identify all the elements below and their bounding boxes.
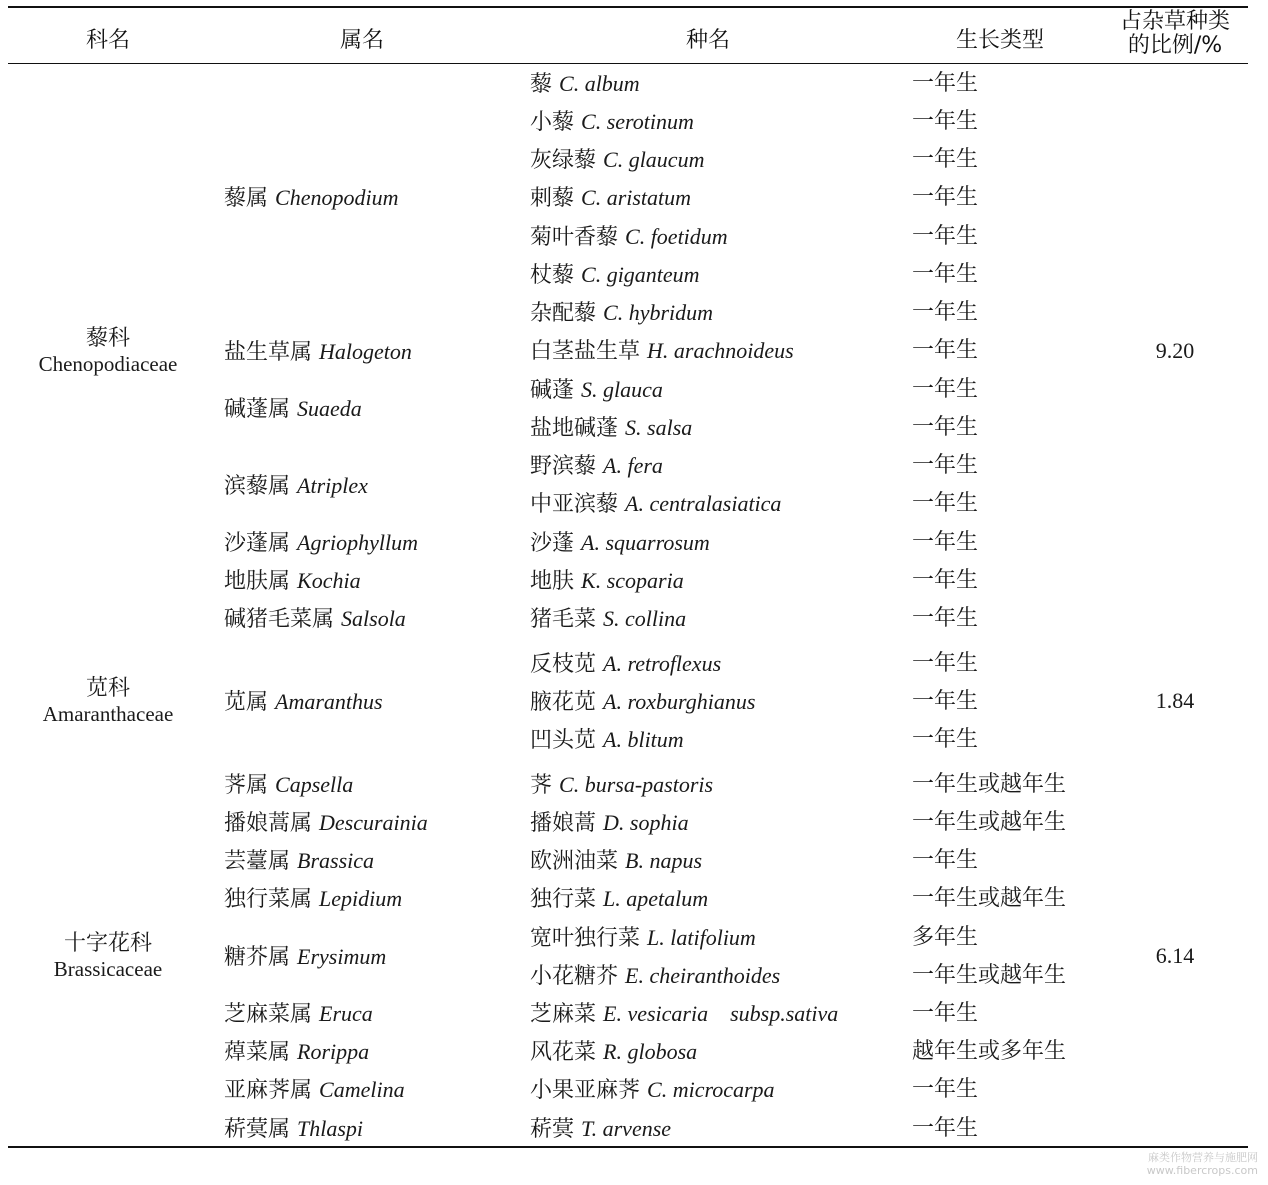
growth-cell: 一年生 bbox=[912, 1116, 979, 1141]
species-zh: 风花菜 bbox=[530, 1040, 597, 1065]
species-zh: 菊叶香藜 bbox=[530, 225, 619, 250]
species-zh: 碱蓬 bbox=[530, 378, 575, 403]
header-bottom-rule bbox=[8, 63, 1248, 64]
genus-zh: 播娘蒿属 bbox=[224, 811, 313, 836]
genus-cell bbox=[224, 772, 353, 799]
species-latin: A. retroflexus bbox=[603, 651, 722, 676]
genus-latin: Chenopodium bbox=[275, 185, 399, 210]
genus-latin: Rorippa bbox=[297, 1039, 370, 1064]
species-latin: S. salsa bbox=[625, 415, 693, 440]
growth-cell: 一年生 bbox=[912, 848, 979, 873]
growth-cell: 一年生或越年生 bbox=[912, 772, 1067, 797]
genus-latin: Camelina bbox=[319, 1077, 405, 1102]
genus-zh: 沙蓬属 bbox=[224, 531, 291, 556]
species-latin: R. globosa bbox=[603, 1039, 698, 1064]
genus-latin: Eruca bbox=[319, 1001, 373, 1026]
species-zh: 荠 bbox=[530, 773, 553, 798]
species-zh: 播娘蒿 bbox=[530, 811, 597, 836]
growth-cell: 一年生 bbox=[912, 727, 979, 752]
growth-cell: 越年生或多年生 bbox=[912, 1039, 1067, 1064]
genus-zh: 碱猪毛菜属 bbox=[224, 607, 335, 632]
header-ratio bbox=[1104, 10, 1246, 58]
species-cell bbox=[530, 491, 781, 518]
growth-cell: 一年生 bbox=[912, 651, 979, 676]
species-cell bbox=[530, 727, 684, 754]
species-zh: 小藜 bbox=[530, 110, 575, 135]
family-cell bbox=[8, 676, 208, 726]
family-zh: 藜科 bbox=[85, 326, 130, 351]
family-cell bbox=[8, 326, 208, 376]
species-cell bbox=[530, 689, 755, 716]
ratio-cell: 6.14 bbox=[1155, 943, 1195, 968]
growth-cell: 一年生或越年生 bbox=[912, 810, 1067, 835]
growth-cell: 一年生或越年生 bbox=[912, 886, 1067, 911]
species-cell bbox=[530, 109, 694, 136]
growth-cell: 一年生 bbox=[912, 1001, 979, 1026]
genus-zh: 苋属 bbox=[224, 690, 269, 715]
genus-cell bbox=[224, 1039, 369, 1066]
genus-cell bbox=[224, 848, 374, 875]
species-cell bbox=[530, 1077, 775, 1104]
species-zh: 凹头苋 bbox=[530, 728, 597, 753]
genus-latin: Capsella bbox=[275, 772, 354, 797]
species-latin: A. centralasiatica bbox=[625, 491, 782, 516]
species-latin: D. sophia bbox=[603, 810, 689, 835]
species-cell bbox=[530, 568, 684, 595]
growth-cell: 一年生或越年生 bbox=[912, 963, 1067, 988]
species-cell bbox=[530, 925, 756, 952]
genus-latin: Amaranthus bbox=[275, 689, 383, 714]
genus-latin: Brassica bbox=[297, 848, 375, 873]
family-latin: Brassicaceae bbox=[53, 957, 163, 981]
genus-latin: Kochia bbox=[297, 568, 361, 593]
species-cell bbox=[530, 224, 728, 251]
genus-cell bbox=[224, 689, 383, 716]
genus-zh: 芝麻菜属 bbox=[224, 1002, 313, 1027]
genus-zh: 碱蓬属 bbox=[224, 397, 291, 422]
genus-zh: 芸薹属 bbox=[224, 849, 291, 874]
species-cell bbox=[530, 772, 713, 799]
species-latin: S. collina bbox=[603, 606, 687, 631]
species-cell bbox=[530, 606, 686, 633]
header-ratio-line2: 的比例/% bbox=[1127, 33, 1223, 58]
genus-cell bbox=[224, 886, 402, 913]
species-zh: 沙蓬 bbox=[530, 531, 575, 556]
genus-cell bbox=[224, 530, 418, 557]
species-zh: 杖藜 bbox=[530, 263, 575, 288]
species-latin: C. album bbox=[559, 71, 640, 96]
species-cell bbox=[530, 338, 794, 365]
genus-zh: 荠属 bbox=[224, 773, 269, 798]
genus-latin: Erysimum bbox=[297, 944, 387, 969]
species-latin: C. serotinum bbox=[581, 109, 694, 134]
genus-zh: 菥蓂属 bbox=[224, 1117, 291, 1142]
genus-cell bbox=[224, 185, 398, 212]
watermark bbox=[1147, 1151, 1258, 1177]
species-zh: 菥蓂 bbox=[530, 1117, 575, 1142]
genus-cell bbox=[224, 1116, 363, 1143]
species-zh: 中亚滨藜 bbox=[530, 492, 619, 517]
species-zh: 反枝苋 bbox=[530, 652, 597, 677]
genus-cell bbox=[224, 606, 406, 633]
genus-zh: 地肤属 bbox=[224, 569, 291, 594]
growth-cell: 一年生 bbox=[912, 185, 979, 210]
header-ratio-line1: 占杂草种类 bbox=[1119, 9, 1230, 34]
header-genus: 属名 bbox=[339, 28, 384, 53]
species-latin: E. cheiranthoides bbox=[625, 963, 781, 988]
genus-zh: 滨藜属 bbox=[224, 474, 291, 499]
species-cell bbox=[530, 71, 640, 98]
growth-cell: 一年生 bbox=[912, 568, 979, 593]
species-latin: T. arvense bbox=[581, 1116, 672, 1141]
species-latin: L. latifolium bbox=[647, 925, 756, 950]
genus-latin: Lepidium bbox=[319, 886, 403, 911]
species-zh: 欧洲油菜 bbox=[530, 849, 619, 874]
growth-cell: 一年生 bbox=[912, 415, 979, 440]
family-zh: 苋科 bbox=[85, 676, 130, 701]
species-cell bbox=[530, 886, 708, 913]
species-latin: A. fera bbox=[603, 453, 663, 478]
growth-cell: 一年生 bbox=[912, 224, 979, 249]
growth-cell: 一年生 bbox=[912, 338, 979, 363]
genus-zh: 亚麻荠属 bbox=[224, 1078, 313, 1103]
genus-latin: Agriophyllum bbox=[297, 530, 419, 555]
genus-latin: Halogeton bbox=[319, 339, 412, 364]
growth-cell: 一年生 bbox=[912, 530, 979, 555]
species-zh: 小果亚麻荠 bbox=[530, 1078, 641, 1103]
ratio-cell: 9.20 bbox=[1155, 338, 1195, 363]
species-latin: B. napus bbox=[625, 848, 703, 873]
species-latin: C. foetidum bbox=[625, 224, 728, 249]
species-cell bbox=[530, 185, 691, 212]
genus-cell bbox=[224, 1077, 405, 1104]
table-top-rule bbox=[8, 6, 1248, 8]
species-latin: C. bursa-pastoris bbox=[559, 772, 714, 797]
table-bottom-rule bbox=[8, 1146, 1248, 1148]
species-zh: 独行菜 bbox=[530, 887, 597, 912]
species-latin: A. roxburghianus bbox=[603, 689, 756, 714]
genus-latin: Suaeda bbox=[297, 396, 362, 421]
species-cell bbox=[530, 651, 721, 678]
species-zh: 腋花苋 bbox=[530, 690, 597, 715]
header-species: 种名 bbox=[685, 28, 730, 53]
species-cell bbox=[530, 530, 710, 557]
genus-cell bbox=[224, 810, 428, 837]
species-latin: C. giganteum bbox=[581, 262, 700, 287]
species-cell bbox=[530, 1039, 697, 1066]
growth-cell: 一年生 bbox=[912, 689, 979, 714]
species-latin: C. microcarpa bbox=[647, 1077, 775, 1102]
genus-cell bbox=[224, 473, 368, 500]
species-latin: C. hybridum bbox=[603, 300, 714, 325]
genus-latin: Salsola bbox=[341, 606, 406, 631]
species-zh: 灰绿藜 bbox=[530, 148, 597, 173]
genus-latin: Atriplex bbox=[297, 473, 368, 498]
growth-cell: 一年生 bbox=[912, 300, 979, 325]
species-cell bbox=[530, 453, 663, 480]
genus-zh: 盐生草属 bbox=[224, 340, 313, 365]
family-zh: 十字花科 bbox=[63, 931, 152, 956]
genus-cell bbox=[224, 568, 361, 595]
header-growth: 生长类型 bbox=[955, 28, 1044, 53]
species-cell bbox=[530, 415, 692, 442]
genus-latin: Thlaspi bbox=[297, 1116, 364, 1141]
species-cell bbox=[530, 300, 713, 327]
species-latin: C. aristatum bbox=[581, 185, 692, 210]
species-zh: 野滨藜 bbox=[530, 454, 597, 479]
species-cell bbox=[530, 377, 663, 404]
species-cell bbox=[530, 1001, 838, 1028]
growth-cell: 一年生 bbox=[912, 262, 979, 287]
genus-cell bbox=[224, 1001, 373, 1028]
growth-cell: 一年生 bbox=[912, 147, 979, 172]
species-latin: K. scoparia bbox=[581, 568, 684, 593]
genus-zh: 糖芥属 bbox=[224, 945, 291, 970]
genus-cell bbox=[224, 396, 362, 423]
ratio-cell: 1.84 bbox=[1155, 688, 1195, 713]
species-latin: A. squarrosum bbox=[581, 530, 710, 555]
growth-cell: 一年生 bbox=[912, 453, 979, 478]
growth-cell: 一年生 bbox=[912, 109, 979, 134]
genus-zh: 独行菜属 bbox=[224, 887, 313, 912]
species-zh: 地肤 bbox=[530, 569, 575, 594]
watermark-line1: 麻类作物营养与施肥网 bbox=[1148, 1151, 1258, 1164]
watermark-line2: www.fibercrops.com bbox=[1146, 1164, 1258, 1177]
species-cell bbox=[530, 262, 700, 289]
header-family: 科名 bbox=[85, 28, 130, 53]
species-zh: 芝麻菜 bbox=[530, 1002, 597, 1027]
species-zh: 刺藜 bbox=[530, 186, 575, 211]
growth-cell: 一年生 bbox=[912, 1077, 979, 1102]
family-latin: Chenopodiaceae bbox=[38, 352, 178, 376]
genus-zh: 藜属 bbox=[224, 186, 269, 211]
species-cell bbox=[530, 1116, 671, 1143]
species-zh: 猪毛菜 bbox=[530, 607, 597, 632]
species-zh: 藜 bbox=[530, 72, 553, 97]
species-zh: 宽叶独行菜 bbox=[530, 926, 641, 951]
species-zh: 白茎盐生草 bbox=[530, 339, 641, 364]
growth-cell: 一年生 bbox=[912, 377, 979, 402]
species-latin: L. apetalum bbox=[603, 886, 709, 911]
species-zh: 盐地碱蓬 bbox=[530, 416, 619, 441]
species-cell bbox=[530, 963, 780, 990]
growth-cell: 一年生 bbox=[912, 606, 979, 631]
species-latin: H. arachnoideus bbox=[647, 338, 794, 363]
species-latin: A. blitum bbox=[603, 727, 684, 752]
family-latin: Amaranthaceae bbox=[42, 702, 174, 726]
species-zh: 小花糖芥 bbox=[530, 964, 619, 989]
growth-cell: 多年生 bbox=[912, 925, 979, 950]
species-latin: S. glauca bbox=[581, 377, 663, 402]
family-cell bbox=[8, 931, 208, 981]
species-latin: E. vesicaria subsp.sativa bbox=[603, 1001, 839, 1026]
genus-cell bbox=[224, 339, 412, 366]
growth-cell: 一年生 bbox=[912, 491, 979, 516]
species-cell bbox=[530, 848, 702, 875]
genus-cell bbox=[224, 944, 386, 971]
species-latin: C. glaucum bbox=[603, 147, 705, 172]
growth-cell: 一年生 bbox=[912, 71, 979, 96]
species-cell bbox=[530, 810, 689, 837]
genus-latin: Descurainia bbox=[319, 810, 428, 835]
genus-zh: 蔊菜属 bbox=[224, 1040, 291, 1065]
species-zh: 杂配藜 bbox=[530, 301, 597, 326]
species-cell bbox=[530, 147, 704, 174]
